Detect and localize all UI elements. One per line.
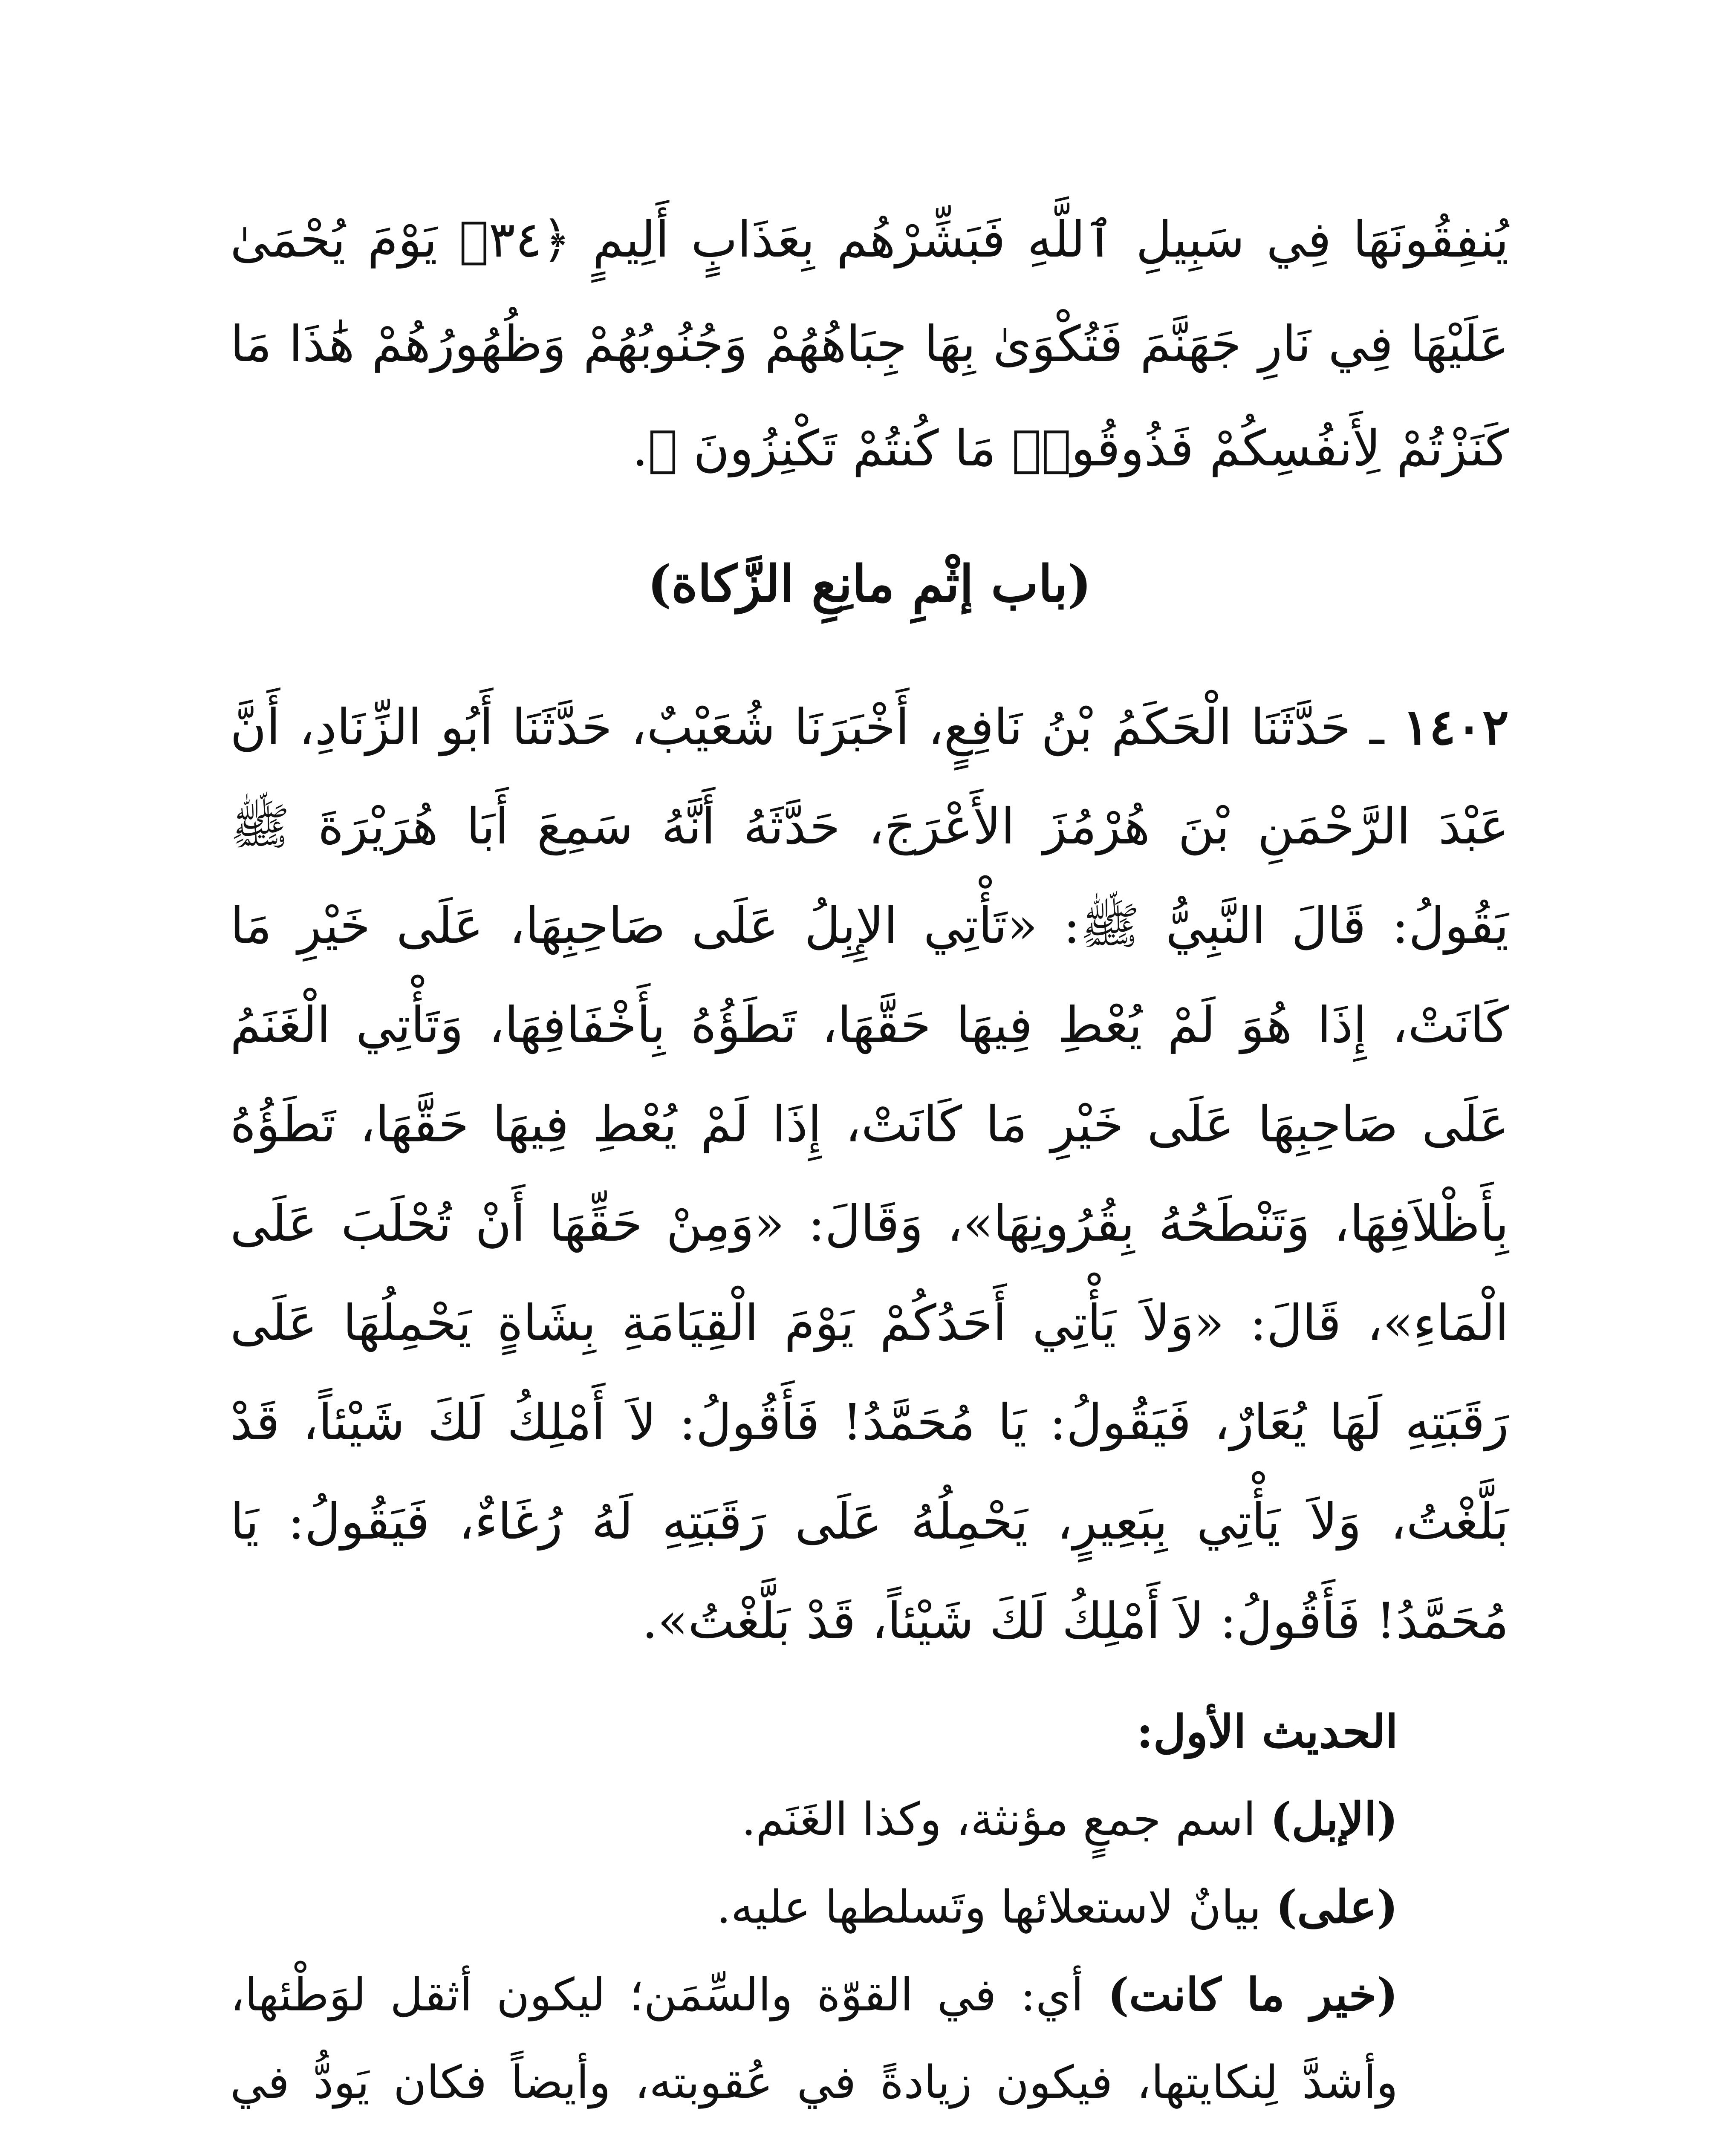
commentary-item: [230, 1951, 1509, 2131]
commentary-text: أي: في القوّة والسِّمَن؛ ليكون أثقل لوَطْئها، وأشدَّ لِنكايتها، فيكون زيادةً في عُقوبته، وأيضاً فكان يَودُّ في: [230, 1969, 1398, 2108]
commentary-text: اسم جمعٍ مؤنثة، وكذا الغَنَم.: [741, 1793, 1270, 1845]
commentary-item: [230, 1863, 1509, 1951]
quran-verse: يُنفِقُونَهَا فِي سَبِيلِ ٱللَّهِ فَبَشِّرْهُم بِعَذَابٍ أَلِيمٍ ﴿٣٤﴾ يَوْمَ يُحْمَىٰ عَلَيْهَا فِي نَارِ جَهَنَّمَ فَتُكْوَىٰ بِهَا جِبَاهُهُمْ وَجُنُوبُهُمْ وَظُهُورُهُمْ هَٰذَا مَا كَنَزْتُمْ لِأَنفُسِكُمْ فَذُوقُوا۟ مَا كُنتُمْ تَكْنِزُونَ ﴾.: [230, 211, 1509, 477]
commentary-item: [230, 1775, 1509, 1863]
commentary-heading: الحديث الأول:: [1136, 1705, 1398, 1758]
chapter-heading: (باب إثْمِ مانِعِ الزَّكاة): [647, 554, 1092, 613]
commentary: [230, 1688, 1509, 2131]
hadith-number: ١٤٠٢: [1402, 698, 1509, 756]
commentary-term: (خير ما كانت): [1107, 1968, 1398, 2021]
commentary-term: (الإبل): [1270, 1792, 1398, 1845]
commentary-text: بيانٌ لاستعلائها وتَسلطها عليه.: [716, 1881, 1276, 1933]
hadith-text: ـ حَدَّثَنَا الْحَكَمُ بْنُ نَافِعٍ، أَخْبَرَنَا شُعَيْبٌ، حَدَّثَنَا أَبُو الزِّنَادِ، أَنَّ عَبْدَ الرَّحْمَنِ بْنَ هُرْمُزَ الأَعْرَجَ، حَدَّثَهُ أَنَّهُ سَمِعَ أَبَا هُرَيْرَةَ ﷺ يَقُولُ: قَالَ النَّبِيُّ ﷺ: «تَأْتِي الإِبِلُ عَلَى صَاحِبِهَا، عَلَى خَيْرِ مَا كَانَتْ، إِذَا هُوَ لَمْ يُعْطِ فِيهَا حَقَّهَا، تَطَؤُهُ بِأَخْفَافِهَا، وَتَأْتِي الْغَنَمُ عَلَى صَاحِبِهَا عَلَى خَيْرِ مَا كَانَتْ، إِذَا لَمْ يُعْطِ فِيهَا حَقَّهَا، تَطَؤُهُ بِأَظْلاَفِهَا، وَتَنْطَحُهُ بِقُرُونِهَا»، وَقَالَ: «وَمِنْ حَقِّهَا أَنْ تُحْلَبَ عَلَى الْمَاءِ»، قَالَ: «وَلاَ يَأْتِي أَحَدُكُمْ يَوْمَ الْقِيَامَةِ بِشَاةٍ يَحْمِلُهَا عَلَى رَقَبَتِهِ لَهَا يُعَارٌ، فَيَقُولُ: يَا مُحَمَّدُ! فَأَقُولُ: لاَ أَمْلِكُ لَكَ شَيْئاً، قَدْ بَلَّغْتُ، وَلاَ يَأْتِي بِبَعِيرٍ، يَحْمِلُهُ عَلَى رَقَبَتِهِ لَهُ رُغَاءٌ، فَيَقُولُ: يَا مُحَمَّدُ! فَأَقُولُ: لاَ أَمْلِكُ لَكَ شَيْئاً، قَدْ بَلَّغْتُ».: [230, 699, 1509, 1650]
commentary-term: (على): [1276, 1880, 1398, 1933]
hadith-paragraph: [230, 678, 1509, 1671]
